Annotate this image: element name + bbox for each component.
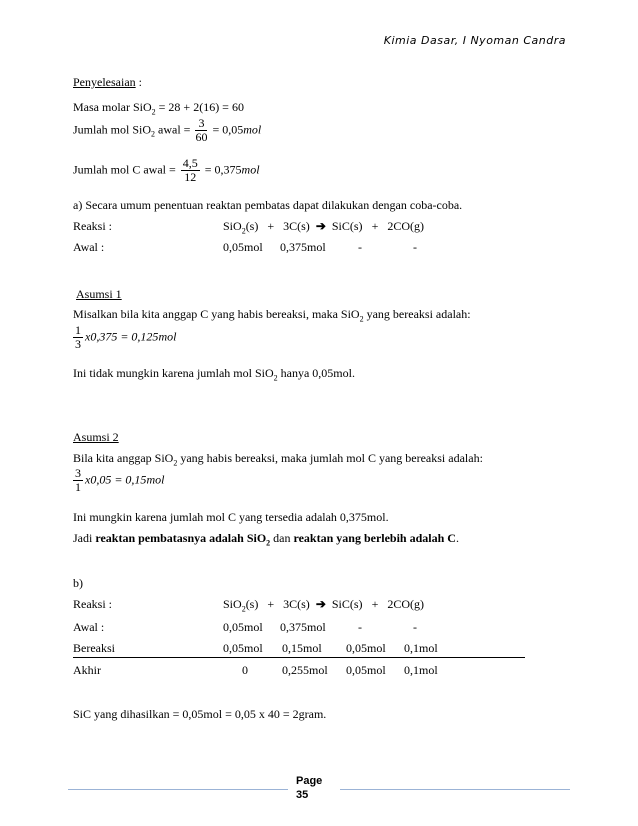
asumsi1-calc — [73, 324, 176, 351]
sic: SiC(s) — [331, 219, 363, 233]
reaction-equation — [223, 597, 424, 613]
bereaksi-cell: 0,05mol — [346, 641, 386, 655]
jadi-bold2: reaktan yang berlebih adalah C — [293, 531, 456, 545]
awal-cell: 0,375mol — [280, 620, 326, 634]
jumlah-c-text: Jumlah mol C awal = — [73, 162, 179, 177]
jadi-line — [73, 531, 459, 547]
fraction — [181, 157, 200, 184]
penyelesaian-line: Penyelesaian : — [73, 75, 142, 89]
jadi-text: Jadi — [73, 531, 96, 545]
page-label: Page — [296, 775, 323, 787]
jadi-text2: dan — [270, 531, 294, 545]
asumsi1-text1: Misalkan bila kita anggap C yang habis bereaksi, maka SiO — [73, 307, 360, 321]
asumsi2-text2: yang habis bereaksi, maka jumlah mol C yang bereaksi adalah: — [177, 451, 483, 465]
asumsi1-text2: yang bereaksi adalah: — [363, 307, 471, 321]
akhir-cell: 0,1mol — [404, 663, 438, 677]
table-divider — [73, 657, 525, 658]
numerator: 3 — [195, 117, 207, 131]
carbon: 3C(s) — [283, 597, 310, 611]
jadi-period: . — [455, 531, 459, 545]
denominator: 12 — [184, 170, 197, 184]
subscript: 2 — [359, 314, 364, 324]
arrow-icon: ➔ — [315, 597, 326, 611]
numerator: 3 — [75, 466, 81, 480]
asumsi1-title: Asumsi 1 — [76, 287, 122, 301]
awal-cell: 0,05mol — [223, 620, 263, 634]
sio2: SiO — [223, 597, 242, 611]
asumsi2-text — [73, 451, 483, 467]
awal-label: Awal : — [73, 240, 105, 254]
masa-molar-text: Masa molar SiO — [73, 100, 152, 114]
numerator: 4,5 — [182, 156, 198, 170]
plus: + — [371, 219, 379, 233]
jumlah-sio2-line — [73, 117, 261, 144]
subscript: 2 — [151, 107, 156, 117]
jumlah-c-line — [73, 157, 260, 184]
asumsi2-title: Asumsi 2 — [73, 430, 119, 444]
page-number: 35 — [296, 789, 309, 801]
result: = 0,05 — [212, 122, 244, 137]
asumsi2-calc — [73, 467, 164, 494]
jadi-bold1: reaktan pembatasnya adalah SiO — [95, 531, 267, 545]
carbon: 3C(s) — [283, 219, 310, 233]
sic-result: SiC yang dihasilkan = 0,05mol = 0,05 x 40 = 2gram. — [73, 707, 327, 721]
akhir-label: Akhir — [73, 663, 101, 677]
penyelesaian-heading: Penyelesaian — [73, 75, 136, 89]
unit: mol — [158, 329, 177, 344]
unit: mol — [243, 122, 262, 137]
masa-molar-value: = 28 + 2(16) = 60 — [155, 100, 244, 114]
reaction-equation — [223, 219, 424, 235]
denominator: 1 — [75, 480, 81, 494]
awal-cell: - — [358, 240, 362, 254]
conclusion-text2: hanya 0,05mol. — [277, 366, 355, 380]
awal-cell: - — [413, 620, 417, 634]
awal-cell: - — [413, 240, 417, 254]
denominator: 60 — [195, 130, 208, 144]
fraction — [195, 117, 207, 144]
footer-line-left — [68, 789, 288, 790]
unit: mol — [241, 162, 260, 177]
subscript: 2 — [241, 226, 246, 236]
co: 2CO(g) — [387, 597, 425, 611]
akhir-cell: 0 — [242, 663, 248, 677]
awal-cell: 0,375mol — [280, 240, 326, 254]
asumsi2-text1: Bila kita anggap SiO — [73, 451, 174, 465]
subscript: 2 — [241, 604, 246, 614]
header-author: Kimia Dasar, I Nyoman Candra — [383, 34, 566, 47]
plus: + — [371, 597, 379, 611]
reaksi-label: Reaksi : — [73, 597, 112, 611]
numerator: 1 — [75, 323, 81, 337]
footer-line-right — [340, 789, 570, 790]
jumlah-sio2-text: Jumlah mol SiO — [73, 122, 152, 137]
part-a: a) Secara umum penentuan reaktan pembatas dapat dilakukan dengan coba-coba. — [73, 198, 463, 212]
asumsi1-conclusion — [73, 366, 355, 382]
subscript: 2 — [273, 373, 278, 383]
conclusion-text: Ini tidak mungkin karena jumlah mol SiO — [73, 366, 274, 380]
page-footer — [296, 774, 322, 802]
state: (s) — [245, 219, 259, 233]
bereaksi-cell: 0,05mol — [223, 641, 263, 655]
denominator: 3 — [75, 337, 81, 351]
co: 2CO(g) — [387, 219, 425, 233]
awal-label: Awal : — [73, 620, 105, 634]
expression: x0,375 = 0,125 — [85, 329, 159, 344]
subscript: 2 — [173, 458, 178, 468]
sic: SiC(s) — [331, 597, 363, 611]
part-b: b) — [73, 576, 83, 590]
fraction — [73, 467, 83, 494]
state: (s) — [245, 597, 259, 611]
jumlah-sio2-awal: awal = — [155, 122, 194, 137]
unit: mol — [146, 472, 165, 487]
plus: + — [267, 597, 275, 611]
bereaksi-label: Bereaksi — [73, 641, 115, 655]
awal-cell: - — [358, 620, 362, 634]
asumsi2-conclusion: Ini mungkin karena jumlah mol C yang tersedia adalah 0,375mol. — [73, 510, 389, 524]
expression: x0,05 = 0,15 — [85, 472, 147, 487]
masa-molar-line — [73, 100, 244, 116]
arrow-icon: ➔ — [315, 219, 326, 233]
awal-cell: 0,05mol — [223, 240, 263, 254]
sio2: SiO — [223, 219, 242, 233]
reaksi-label: Reaksi : — [73, 219, 112, 233]
asumsi1-text — [73, 307, 471, 323]
subscript: 2 — [151, 129, 156, 139]
akhir-cell: 0,05mol — [346, 663, 386, 677]
bereaksi-cell: 0,15mol — [282, 641, 322, 655]
akhir-cell: 0,255mol — [282, 663, 328, 677]
plus: + — [267, 219, 275, 233]
subscript: 2 — [266, 538, 271, 548]
bereaksi-cell: 0,1mol — [404, 641, 438, 655]
fraction — [73, 324, 83, 351]
result: = 0,375 — [204, 162, 242, 177]
